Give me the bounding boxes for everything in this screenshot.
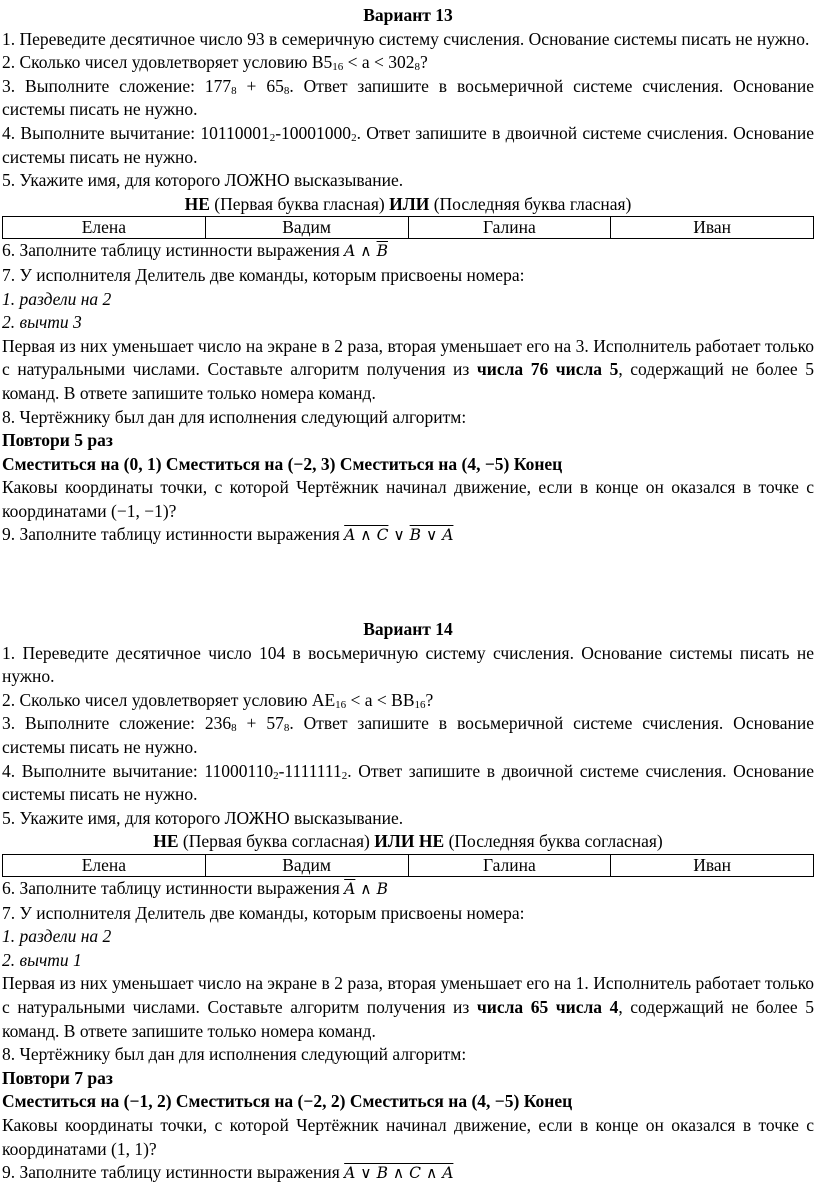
name-cell: Иван — [611, 855, 814, 877]
table-row — [3, 217, 814, 239]
name-cell: Елена — [3, 855, 206, 877]
question-7: 7. У исполнителя Делитель две команды, которым присвоены номера: — [2, 264, 525, 285]
variant-title: Вариант 14 — [363, 619, 453, 640]
variant-13 — [2, 4, 814, 548]
question-6: 6. Заполните таблицу истинности выражения $\overline{A}$ ∧ B — [2, 878, 388, 898]
question-5-condition: НЕ (Первая буква согласная) ИЛИ НЕ (Последняя буква согласная) — [153, 831, 663, 852]
variant-14 — [2, 618, 814, 1186]
name-cell: Галина — [408, 855, 611, 877]
question-1: 1. Переведите десятичное число 104 в восьмеричную систему счисления. Основание системы писать не нужно. — [2, 642, 814, 687]
algorithm-moves: Сместиться на (−1, 2) Сместиться на (−2, 2) Сместиться на (4, −5) Конец — [2, 1091, 573, 1112]
question-8-body: Каковы координаты точки, с которой Чертёжник начинал движение, если в конце он оказался в точке с координатами (1, 1)? — [2, 1114, 814, 1159]
question-5-condition: НЕ (Первая буква гласная) ИЛИ (Последняя буква гласная) — [184, 193, 632, 214]
question-4: 4. Выполните вычитание: $11000110_2-1111111_2$. Ответ запишите в двоичной системе счисления. Основание системы писать не нужно. — [2, 760, 814, 805]
algorithm-moves: Сместиться на (0, 1) Сместиться на (−2, 3) Сместиться на (4, −5) Конец — [2, 453, 563, 474]
names-table — [2, 854, 814, 877]
variant-title: Вариант 13 — [363, 5, 453, 25]
question-8: 8. Чертёжнику был дан для исполнения следующий алгоритм: — [2, 1044, 467, 1065]
question-7-body: Первая из них уменьшает число на экране в 2 раза, вторая уменьшает его на 3. Исполнитель работает только с натуральными числами. Составьте алгоритм получения из числа 76 числа 5, содержащий не более 5 команд. В ответе запишите только номера команд. — [2, 335, 814, 403]
question-2: 2. Сколько чисел удовлетворяет условию $B5_{16} < a < 302_8$? — [2, 52, 428, 74]
question-7: 7. У исполнителя Делитель две команды, которым присвоены номера: — [2, 902, 525, 923]
question-9: 9. Заполните таблицу истинности выражения A ∧ C ∨ B ∨ A — [2, 524, 454, 545]
question-3: 3. Выполните сложение: $177_8 + 65_8$. Ответ запишите в восьмеричной системе счисления. Основание системы писать не нужно. — [2, 75, 815, 120]
question-8-body: Каковы координаты точки, с которой Чертёжник начинал движение, если в конце он оказался в точке с координатами (−1, −1)? — [2, 477, 814, 521]
command-1: 1. раздели на 2 — [2, 288, 112, 309]
command-1: 1. раздели на 2 — [2, 926, 112, 947]
question-4: 4. Выполните вычитание: $10110001_2-10001000_2$. Ответ запишите в двоичной системе счисления. Основание системы писать не нужно. — [2, 122, 814, 167]
name-cell: Иван — [611, 217, 814, 239]
question-9: 9. Заполните таблицу истинности выражения A ∨ B ∧ C ∧ A — [2, 1162, 454, 1183]
command-2: 2. вычти 3 — [2, 312, 82, 333]
name-cell: Галина — [408, 217, 611, 239]
question-5: 5. Укажите имя, для которого ЛОЖНО высказывание. — [2, 807, 404, 828]
name-cell: Вадим — [205, 855, 408, 877]
question-5: 5. Укажите имя, для которого ЛОЖНО высказывание. — [2, 170, 404, 191]
table-row — [3, 855, 814, 877]
question-3: 3. Выполните сложение: $236_8 + 57_8$. Ответ запишите в восьмеричной системе счисления. Основание системы писать не нужно. — [2, 713, 815, 758]
question-7-body: Первая из них уменьшает число на экране в 2 раза, вторая уменьшает его на 1. Исполнитель работает только с натуральными числами. Составьте алгоритм получения из числа 65 числа 4, содержащий не более 5 команд. В ответе запишите только номера команд. — [2, 973, 814, 1041]
names-table — [2, 216, 814, 239]
question-8: 8. Чертёжнику был дан для исполнения следующий алгоритм: — [2, 406, 467, 427]
question-2: 2. Сколько чисел удовлетворяет условию $AE_{16} < a < BB_{16}$? — [2, 689, 434, 711]
question-6: 6. Заполните таблицу истинности выражения A ∧ B — [2, 240, 388, 261]
command-2: 2. вычти 1 — [2, 949, 82, 970]
name-cell: Вадим — [205, 217, 408, 239]
algorithm-repeat: Повтори 7 раз — [2, 1067, 113, 1088]
question-1: 1. Переведите десятичное число 93 в семеричную систему счисления. Основание системы писать не нужно. — [2, 28, 810, 49]
spacer — [2, 548, 814, 618]
name-cell: Елена — [3, 217, 206, 239]
algorithm-repeat: Повтори 5 раз — [2, 430, 113, 451]
